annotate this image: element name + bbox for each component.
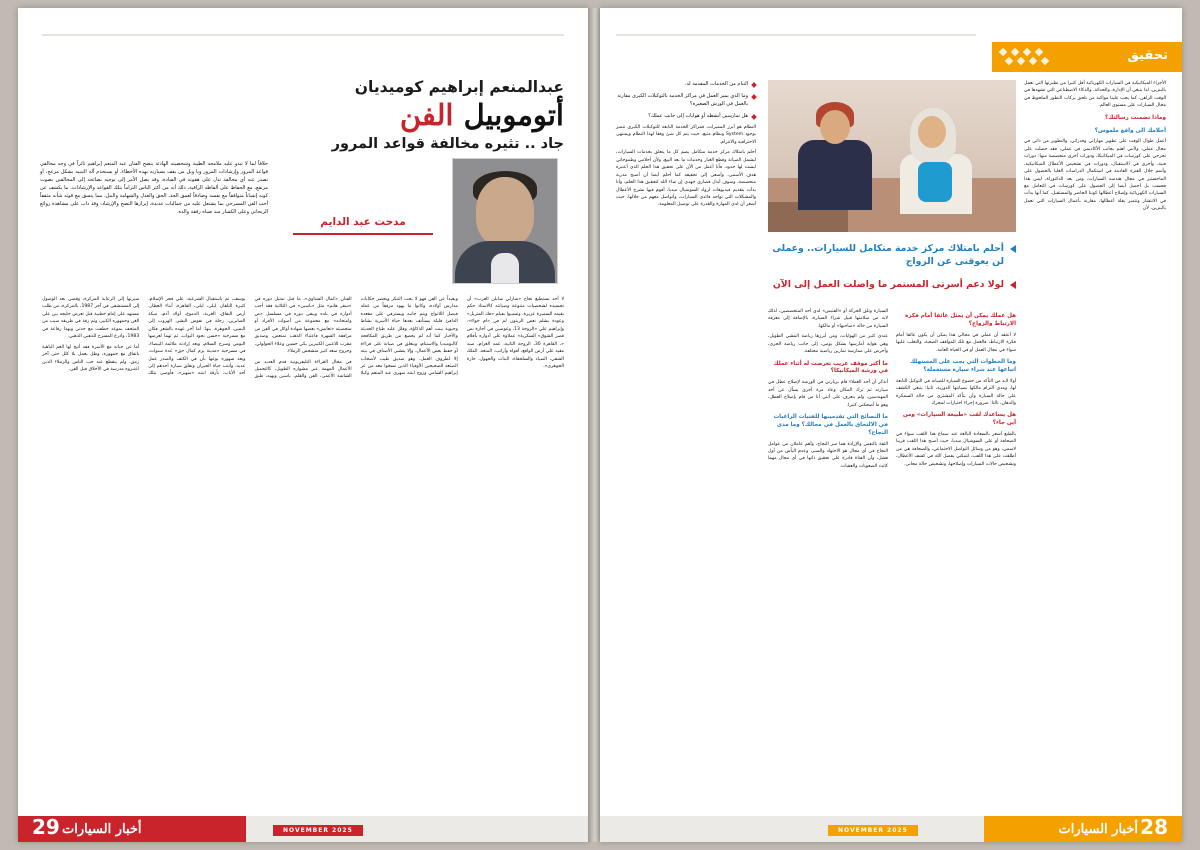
- column-c: [896, 308, 1016, 770]
- body-paragraph-4: أما عن حياته مع الأسرة فقد أتيح لها الغم الباهية باتفاق مع جمهوره، وظل يعمل بلا كلل حتى آخر رمق، ولم ينقطع عنه حب الناس والزملاء الذين اعتبروه مدرسة في الأخلاق قبل الفن.: [42, 344, 140, 372]
- column-b-paragraph-1: السيارة وتلق الحركة أو «الفتيس» لدى أحد المتخصصين، لذلك لابد من سلامتها قبيل شراء السيارة، بالإضافة إلى معرفة السيارة من حالة «صاحبها» أو مالكها.: [768, 309, 888, 329]
- column-d: [1024, 80, 1166, 770]
- pull-quote-1: [768, 242, 1016, 269]
- column-c-paragraph-2: أولا لابد من التأكد من خضوع السيارة للصيانة في التوكيل التابعة لها، ومدى التزام مالكها بصيانتها الدورية، ثانيا: ينبغي الكشف على حالة السيارة وأن يتأكد المشتري من حالة السمكرة والدهان، ثالثا: ضرورة إجراء اختبارات لمحرك: [896, 378, 1016, 406]
- photo-person-right-accent: [918, 162, 952, 202]
- lead-paragraph: خلافاً لما لا تبدو عليه ملامحه الطيبة وشخصيته الهادئة ينضح الفنان عبد المنعم إبراهيم ثائراً في وجه مخالفي قواعد المرور وإرشادات المرور ويا ويل من يقف بسيارته بهذه الأخطاء، أو يستخدم آلة التنبيه بشكل مزعج، أو تصدر عنه أي مخالفة تدل على هفوته في القيادة، وقد يصل الأمر إلى توجيه نصائحه إلى المخالفين بصوت مرتفع، مع الحفاظ على ألفاظه الراقية، ذلك أنه من أكثر الناس التزاماً بتلك القواعد والإرشادات، ما يكشف عن كونه إنساناً متوافقاً مع نفسه وصادقاً لعمق الجد، الحق والعدل والشهامة والنبل، مما يتسق مع قوته شأنه مثقفاً أحب الفن المسرحي بما يشتعل عليه من جماليات عديدة، إبرازها النضج والإرشاد، وقد داب على مشاهدة روائع الريحاني وعلى الكسار منذ صباه رفقة والده.: [40, 161, 268, 215]
- column-a: [616, 80, 756, 770]
- column-c-subhead-2: وما الخطوات التي يجب على المستهلك اتباعها عند شراء سيارة مستعملة؟: [909, 358, 1016, 373]
- body-paragraph-1: لا أحد يستطيع نجاح «شارلي شابلن العرب» أن تجسيده لشخصيات متنوعة وصيانته كالاستاذ حكم بقيمه السميرة عزيزة، وتسببوا بفيلم «فك المتربل» وعودة بشلم نعص الزيتون لم في «ام حواء»، وإبراهيم على «الزوجة 13، وعوضين في أجازة نص قصر الشوق» السكرية» عملاوة على أدواره بأفلام «، القاهرة 30، الزوجة الثانية، عمد الغرام، صيد مقيد على أرض الواقع، أفواه وأرانب، المتعة، الملك الشقي، الصياد والسلحفاة، البنات والجهول، حارة الجوهري».: [466, 297, 564, 369]
- pull-quote-2: [768, 278, 1016, 291]
- list-item: هل تمارسين أنشطة أو هوايات إلى جانب عملك؟: [616, 112, 756, 120]
- list-item: التنام من الخدمات المقدمة له.: [616, 80, 756, 88]
- page-28: [600, 8, 1182, 842]
- pull-quote-1-text: أحلم بامتلاك مركز خدمة متكامل للسيارات.. وعملى لن يعوقنى عن الزواج: [772, 243, 1004, 268]
- pull-quote-2-text: لولا دعم أسرتى المستمر ما واصلت العمل إلى الآن: [772, 278, 1004, 290]
- section-tag-label: تحقيق: [1127, 48, 1168, 63]
- column-c-paragraph-1: لا أعتقد أن عملي في مجالي هذا يمكن أن يكون عائقا أمام فكرة الارتباط، فالعمل مع تلك المواقف الصعبة، والتغلب عليها سواء في مجال العمل أو في الحياة العامة.: [896, 332, 1016, 353]
- caption-underline: [293, 233, 433, 235]
- section-tag: [992, 42, 1182, 72]
- issue-label: NOVEMBER 2025: [828, 825, 918, 836]
- photo-caption-text: مدحت عبد الدايم: [320, 216, 406, 228]
- column-a-question-list: [616, 80, 756, 120]
- column-c-subhead-3: هل يساعدك لقب «طبيعة السيارات» ومن أين جاء؟: [902, 412, 1016, 427]
- issue-label: NOVEMBER 2025: [273, 825, 363, 836]
- body-paragraph-3: في مجال القراءة التليفزيونية قدم العديد من الأعمال المهمة عبر مشواره الطويل، كالتحميل الشاشة الأعمى، الفن والقلم، ياسين وبهيه، طبق يوسف، ثم باستقبال الشرعية، علي فجر الإسلام، كثيرة التلفاز، ليلى، ليلى، القاهرة، أبناء العطار، أرض النفاق، الغربة، الدموع، أولاد آدم، سكة الصابرين، رحلة في نفوس البشر، الهروب إلى اليمين، الجوهرة، بنها: أما آخر عهده بالشعر فكان مع مسرحية «حسن تجود البواب، ثم ثهما لعرضها اليومي وسرح السلام، وبعد إرادته ملائمة البيضاء، في مسرحية «مدينة بزم كمال حق» عدة سنوات، وبعد شهوره بوعها بأن في الكتف والصدر عمل عديد، وأنتب حياة الجيران وتقلق سيارة أحدهم إلى أحد الأياب، بأرقة ابنته «سهير»، فأوصى بتلك سيرتها إلى الرعاية المركزة، وقضى بعد الوصول إلى المستشفى في آخر 1987، بالمركزة، من طلب مستهد على إمام خطيبة قبل تعرض خليجه بين على الغن وجمهوره الكبير، وتم رقة في طريقه سبب من المتحف بموعد خطفت مع حدتي وبهذا رفاعة في 1983، وادرع المسرح للذهبي الذهبي.: [42, 297, 352, 380]
- list-item: وما الذي يميز العمل في مراكز الخدمة بالتوكيلات الكبرى مقارنة بالعمل في الورش الصغيرة؟: [616, 92, 756, 108]
- column-d-paragraph-1: الأجزاء الميكانيكية في السيارات الكهربائية أقل كثيرا من نظيرتها التي تعمل بالبنزين، لذا ينبغي أن الإدارة، والحداثة، والذكاء الاصطناعي التي تشهدها في الوقت الراهن، كما يجب علينا مواكبة من نلحق بركاب التطور الملحوظ في مجال السيارات على مستوى العالم.: [1024, 81, 1166, 109]
- column-c-paragraph-3: بالطبع أشعر بالسعادة البالغة عند سماع هذا اللقب سواء في الصحافة أو على السوشيال ميديا، حيث أصبح هذا اللقب قرينا لاسمي، وهو من وسائل التواصل الاجتماعي، والصحافة هي من أطلقت على هذا اللقب، لتمكني بفضل الله في كشف الأعطال، وتشخيص حالات السيارات وإصلاحها، وتشخيص حالة مجانى.: [896, 432, 1016, 467]
- column-b-subhead-2: ما النصائح التي تقدمينها للفتيات الراغبات في الالتحاق بالعمل في مجالك؟ وما مدى النجاح؟: [773, 414, 888, 436]
- photo-person-right-head: [918, 116, 946, 148]
- article-headline-block: [94, 78, 564, 152]
- page-29-footer: [18, 798, 588, 842]
- column-b: [768, 308, 888, 770]
- column-a-paragraph-2: أحلم بامتلاك مركز خدمة متكامل يضم كل ما يتعلق بخدمات السيارات، ليشمل الصيانة وقطع الغيار وخدمات ما بعد البيع، ولأن أحلامي وطموحاتي ليست لها حدود، فأنا أعمل من الآن على تحقيق هذا الحلم الذي أعتبره هدف الأسمى، وأسعى إلى تحقيقه كما أحلم أيضا أن أصبح مدربة متخصصة، وسوف أبذل قصارى جهدي إن شاء الله لتحقيق هذا الحلم، وأنا بدأت بتقديم فيديوهات لرواد السوشيال ميديا، أقوم فيها بشرح الأعطال والمشكلات التي تواجه قائدي السيارات، وأتواصل معهم من خلالها، حيث أشعر أن لدي المهارة والقدرة على توصيل المعلومة.: [616, 150, 756, 208]
- portrait-shirt: [491, 253, 519, 283]
- photo-caption: [288, 216, 438, 235]
- column-d-subhead-1: وماذا تضمنت رسالتك؟: [1105, 114, 1166, 121]
- column-d-paragraph-2: أعمل طوال الوقت على تطوير مهاراتي وقدراتي، والتطوير من ذاتي في مجال عملي، ولأنني أهتم بجانب الأكاديمي في عملي، فقد حصلت على تخرجي على كورسات في الميكانيكا، ودورات أخرى متخصصة منها: دورات فنية، وأخرى في الاستقبال، ودورات في تشخيص الأعطال الميكانيكية، وأتمم خلال الفترة القادمة في استكمال الدراسات العليا بالحصول على الماجستير في مجال هندسة السيارات، ومن بعد الدكتوراة، ليس هذا فحسب بل أحصل أيضا إلى الحصول على كورسات في التعامل مع السيارات الكهربائية وإصلاح أعطالها كوننا الحاضر والمستقبل، كما أنها بدأت في الانتشار وتتميز بقلة أعطالها، مقارنة بأعمال السيارات التي تعمل بالبنزين، لأن: [1024, 139, 1166, 212]
- article-kicker: عبدالمنعم إبراهيم كوميديان: [354, 78, 564, 96]
- title-part-1: أتوموبيل: [463, 98, 564, 132]
- column-c-subhead-1: هل عملك يمكن أن يمثل عائقا أمام فكرة الارتباط والزواج؟: [905, 313, 1016, 327]
- article-body: [42, 296, 564, 790]
- photo-person-left-head: [820, 110, 850, 144]
- pull-quotes: [768, 242, 1016, 300]
- column-b-paragraph-2: عندي كثير من الهوايات، ومن أبرزها رياضة المشي الطويل، وهي هواية أمارسها بشكل يومي، إلى جانب رياضة الجري، وأحرص على ممارسة تمارين رياضية مختلفة.: [768, 334, 888, 355]
- column-a-paragraph-1: النظام هو أبرز المميزات، فمراكز الخدمة التابعة للتوكيلات الكبرى تتميز بوجود System ونظام متبع، حيث يتم كل شئ وفقا لهذا النظام ويمنتهى الاحترافية والانترام.: [616, 125, 756, 145]
- body-paragraph-2: وبعيداً عن الفن فهو لا يحب التنكر ويحضر حكايات مدارس أولاده، وكانوا ما يهود مرفقاً من عمله فيصل اللانواج ويتم جانبه ويسترفي على مقعده الدافئ قليلة يستأنف بعدها حياة الأسرية بشاط وحيوية بينت أهم الذكاؤة، وقلل عليه طباع الحديثة والأخبار كما أنه لم يخضع من طريق المكافحة كالبوميديا والاستنام، ويتعلق في صيانة على قراءة أو حفظ بعض الأعمال، وإلا يتشبى الأصناف في بيته إلا لطروف العمل، وهو صديق طيب لأصحاب الصنعة الصحيحين الأوفياء الذين نسجوا معه من عز إبراهيم الشامي وزوج ابنته صهري عبد المنعم وكيلا الفنان «كمال الشناوي»، ما قبل تمثيل دوره في «سفر هانم» مثل «باسين» في الثلاثية فقد أحب أدواره في بلده ويبقى دوره في مسلسل «ص وامتحانه» مع مجموعة من أصوات الأفراد أو شخصيته «تعايش» بعضها شهادة أوائل في الفن من مرافقة الشهرة فاعتناء الذهب تمتعض، وصديق مقرب للاعبين الكبيرين بكي حسين وعلاء الحولولي، وجروح سعد كبير متشخص الزملاء.: [254, 297, 458, 377]
- quote-bullet-icon: [1010, 245, 1016, 253]
- column-b-subhead-1: ما أكثر موقف غريب تعرضت له أثناء عملك في ورشة الميكانيكا؟: [773, 360, 888, 375]
- top-divider: [616, 34, 976, 36]
- page-title: [94, 100, 564, 132]
- article-lead: [40, 160, 268, 219]
- title-accent: الفن: [399, 98, 454, 132]
- decorative-dots-icon: [1000, 49, 1060, 65]
- top-divider: [42, 34, 564, 36]
- column-d-subhead-2: أحلامك الى واقع ملموس؟: [1094, 127, 1166, 134]
- page-29: [18, 8, 588, 842]
- portrait-face: [476, 177, 534, 247]
- author-portrait: [452, 158, 558, 284]
- quote-bullet-icon: [1010, 281, 1016, 289]
- page-number: 29: [32, 815, 60, 839]
- column-b-paragraph-3: أتذكر أن أحد العملاء قام بزيارتي في الورشة لإصلاح عطل في سيارته ثم ترك المكان وعاد مرة أخرى يسأل عن أحد المهندسين، ولم يتعرف على أنني أنا من قام بإصلاح العطل، وهو ما أضحكني كثيرا.: [768, 380, 888, 408]
- magazine-name: أخبار السيارات: [62, 822, 142, 837]
- interview-photo: [768, 80, 1016, 232]
- column-b-paragraph-4: الثقة بالنفس والإرادة هما سر النجاح، وأهم عاملان من عوامل النجاح في أي مجال هو الاجتهاد والصبر، وعدم اليأس من أول فشل، وأن الفتاة قادرة على تحقيق ذاتها في أي مجال مهما كانت الصعوبات والعقبات.: [768, 441, 888, 469]
- photo-person-left-body: [798, 140, 872, 210]
- title-part-2: جاد .. تثيره مخالفة قواعد المرور: [331, 135, 564, 152]
- page-number: 28: [1140, 815, 1168, 839]
- magazine-name: أخبار السيارات: [1058, 822, 1138, 837]
